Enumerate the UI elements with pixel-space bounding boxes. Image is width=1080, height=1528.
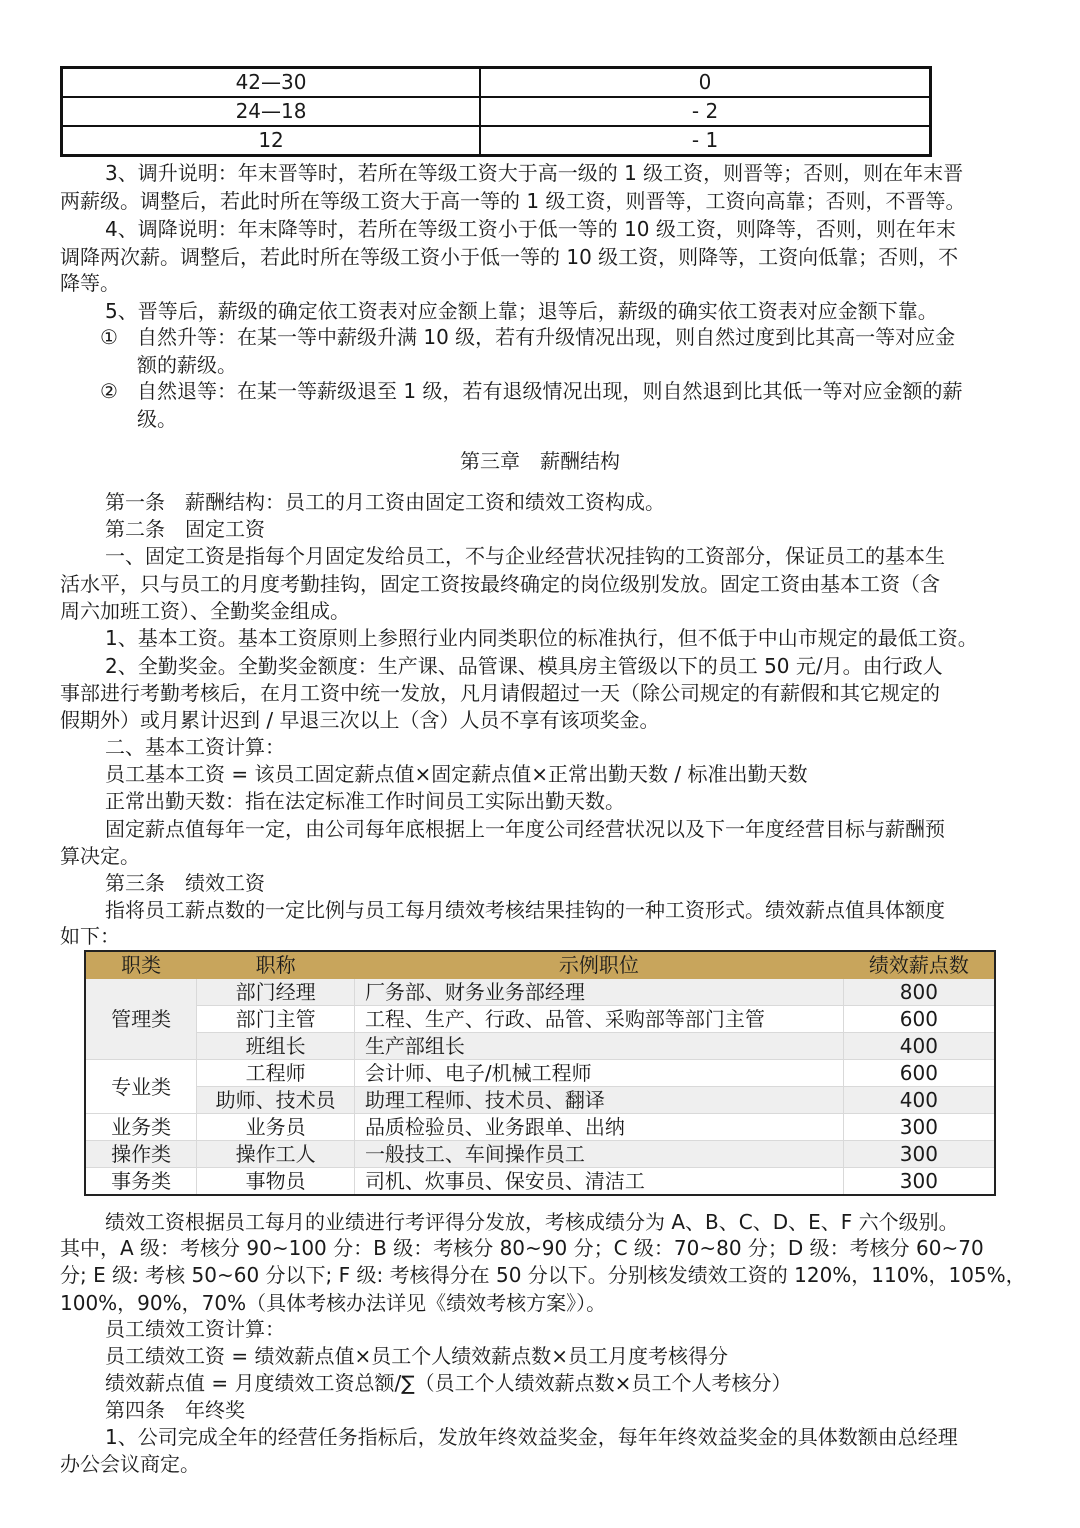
performance-points-table <box>84 950 996 1196</box>
paragraph-line: 5、晋等后，薪级的确定依工资表对应金额上靠；退等后，薪级的确实依工资表对应金额下靠。 <box>105 299 938 323</box>
paragraph-line: 调降两次薪。调整后，若此时所在等级工资小于低一等的 10 级工资，则降等，工资向低靠；否则，不 <box>60 245 959 269</box>
paragraph-line: 如下： <box>60 924 120 948</box>
table-cell: 会计师、电子/机械工程师 <box>354 1060 843 1087</box>
paragraph-line: 3、调升说明：年末晋等时，若所在等级工资大于高一级的 1 级工资，则晋等；否则，则在年末晋 <box>105 161 964 185</box>
formula-line: 绩效薪点值 = 月度绩效工资总额/∑（员工个人绩效薪点数×员工个人考核分） <box>105 1371 792 1395</box>
table-row <box>85 1060 995 1087</box>
column-header: 示例职位 <box>354 951 843 979</box>
article-1: 第一条 薪酬结构：员工的月工资由固定工资和绩效工资构成。 <box>105 490 665 514</box>
formula-line: 员工绩效工资 = 绩效薪点值×员工个人绩效薪点数×员工月度考核得分 <box>105 1344 728 1368</box>
paragraph-line: 算决定。 <box>60 844 140 868</box>
table-row <box>85 1141 995 1168</box>
paragraph-line: 员工绩效工资计算： <box>105 1317 285 1341</box>
table-cell: 班组长 <box>197 1033 355 1060</box>
paragraph-line: 一、固定工资是指每个月固定发给员工，不与企业经营状况挂钩的工资部分，保证员工的基本生 <box>105 544 945 568</box>
table-cell: 业务员 <box>197 1114 355 1141</box>
table-cell: 司机、炊事员、保安员、清洁工 <box>354 1168 843 1196</box>
table-row <box>85 1168 995 1196</box>
table-cell: 助理工程师、技术员、翻译 <box>354 1087 843 1114</box>
table-cell: 800 <box>843 979 995 1006</box>
table-cell: - 1 <box>480 126 930 156</box>
table-cell: 0 <box>480 68 930 98</box>
category-cell: 业务类 <box>85 1114 197 1141</box>
category-cell: 管理类 <box>85 979 197 1060</box>
paragraph-line: 降等。 <box>60 271 120 295</box>
table-cell: 300 <box>843 1114 995 1141</box>
level-adjust-table <box>60 66 932 157</box>
paragraph-line: 4、调降说明：年末降等时，若所在等级工资小于低一等的 10 级工资，则降等，否则，则在年末 <box>105 217 956 241</box>
table-cell: 部门经理 <box>197 979 355 1006</box>
table-cell: 厂务部、财务业务部经理 <box>354 979 843 1006</box>
table-cell: 400 <box>843 1087 995 1114</box>
table-row <box>85 1087 995 1114</box>
table-row <box>85 979 995 1006</box>
table-row <box>85 1006 995 1033</box>
paragraph-line: 分; E 级: 考核 50~60 分以下; F 级: 考核得分在 50 分以下。分别核发绩效工资的 120%，110%，105%， <box>60 1263 1026 1287</box>
paragraph-line: 额的薪级。 <box>137 353 237 377</box>
table-cell: 品质检验员、业务跟单、出纳 <box>354 1114 843 1141</box>
chapter-title: 第三章 薪酬结构 <box>460 449 620 473</box>
paragraph-line: 级。 <box>137 407 177 431</box>
category-cell: 事务类 <box>85 1168 197 1196</box>
table-row <box>85 1114 995 1141</box>
circled-number-2: ② <box>100 379 118 403</box>
paragraph-line: 两薪级。调整后，若此时所在等级工资大于高一等的 1 级工资，则晋等，工资向高靠；否则，不晋等。 <box>60 189 966 213</box>
paragraph-line: 指将员工薪点数的一定比例与员工每月绩效考核结果挂钩的一种工资形式。绩效薪点值具体额度 <box>105 898 945 922</box>
paragraph-line: 自然升等：在某一等中薪级升满 10 级，若有升级情况出现，则自然过度到比其高一等对应金 <box>137 325 956 349</box>
table-cell: 42—30 <box>62 68 481 98</box>
table-cell: 工程师 <box>197 1060 355 1087</box>
paragraph-line: 假期外）或月累计迟到 / 早退三次以上（含）人员不享有该项奖金。 <box>60 708 660 732</box>
table-cell: 工程、生产、行政、品管、采购部等部门主管 <box>354 1006 843 1033</box>
table-cell: 300 <box>843 1168 995 1196</box>
category-cell: 专业类 <box>85 1060 197 1114</box>
paragraph-line: 绩效工资根据员工每月的业绩进行考评得分发放，考核成绩分为 A、B、C、D、E、F 六个级别。 <box>105 1210 959 1234</box>
circled-number-1: ① <box>100 325 118 349</box>
article-2-heading: 第二条 固定工资 <box>105 517 265 541</box>
article-4-heading: 第四条 年终奖 <box>105 1398 245 1422</box>
paragraph-line: 其中，A 级：考核分 90~100 分：B 级：考核分 80~90 分；C 级：70~80 分；D 级：考核分 60~70 <box>60 1236 984 1260</box>
paragraph-line: 周六加班工资）、全勤奖金组成。 <box>60 599 350 623</box>
table-row <box>62 126 931 156</box>
paragraph-line: 二、基本工资计算： <box>105 735 285 759</box>
category-cell: 操作类 <box>85 1141 197 1168</box>
paragraph-line: 1、基本工资。基本工资原则上参照行业内同类职位的标准执行，但不低于中山市规定的最低工资。 <box>105 626 978 650</box>
table-cell: 生产部组长 <box>354 1033 843 1060</box>
table-row <box>85 1033 995 1060</box>
table-header-row <box>85 951 995 979</box>
article-3-heading: 第三条 绩效工资 <box>105 871 265 895</box>
table-cell: 24—18 <box>62 97 481 126</box>
table-cell: 助师、技术员 <box>197 1087 355 1114</box>
paragraph-line: 2、全勤奖金。全勤奖金额度：生产课、品管课、模具房主管级以下的员工 50 元/月。由行政人 <box>105 654 943 678</box>
table-row <box>62 68 931 98</box>
table-cell: 400 <box>843 1033 995 1060</box>
paragraph-line: 1、公司完成全年的经营任务指标后，发放年终效益奖金，每年年终效益奖金的具体数额由总经理 <box>105 1425 958 1449</box>
column-header: 职类 <box>85 951 197 979</box>
table-cell: 一般技工、车间操作员工 <box>354 1141 843 1168</box>
paragraph-line: 自然退等：在某一等薪级退至 1 级，若有退级情况出现，则自然退到比其低一等对应金额的薪 <box>137 379 963 403</box>
table-cell: 300 <box>843 1141 995 1168</box>
table-cell: 600 <box>843 1060 995 1087</box>
table-cell: - 2 <box>480 97 930 126</box>
table-cell: 操作工人 <box>197 1141 355 1168</box>
paragraph-line: 活水平，只与员工的月度考勤挂钩，固定工资按最终确定的岗位级别发放。固定工资由基本工资（含 <box>60 572 940 596</box>
paragraph-line: 办公会议商定。 <box>60 1452 200 1476</box>
paragraph-line: 正常出勤天数：指在法定标准工作时间员工实际出勤天数。 <box>105 789 625 813</box>
paragraph-line: 100%，90%，70%（具体考核办法详见《绩效考核方案》）。 <box>60 1291 607 1315</box>
column-header: 职称 <box>197 951 355 979</box>
table-cell: 12 <box>62 126 481 156</box>
table-cell: 部门主管 <box>197 1006 355 1033</box>
table-cell: 事物员 <box>197 1168 355 1196</box>
table-row <box>62 97 931 126</box>
column-header: 绩效薪点数 <box>843 951 995 979</box>
paragraph-line: 事部进行考勤考核后，在月工资中统一发放，凡月请假超过一天（除公司规定的有薪假和其它规定的 <box>60 681 940 705</box>
table-cell: 600 <box>843 1006 995 1033</box>
formula-line: 员工基本工资 = 该员工固定薪点值×固定薪点值×正常出勤天数 / 标准出勤天数 <box>105 762 808 786</box>
paragraph-line: 固定薪点值每年一定，由公司每年底根据上一年度公司经营状况以及下一年度经营目标与薪酬预 <box>105 817 945 841</box>
